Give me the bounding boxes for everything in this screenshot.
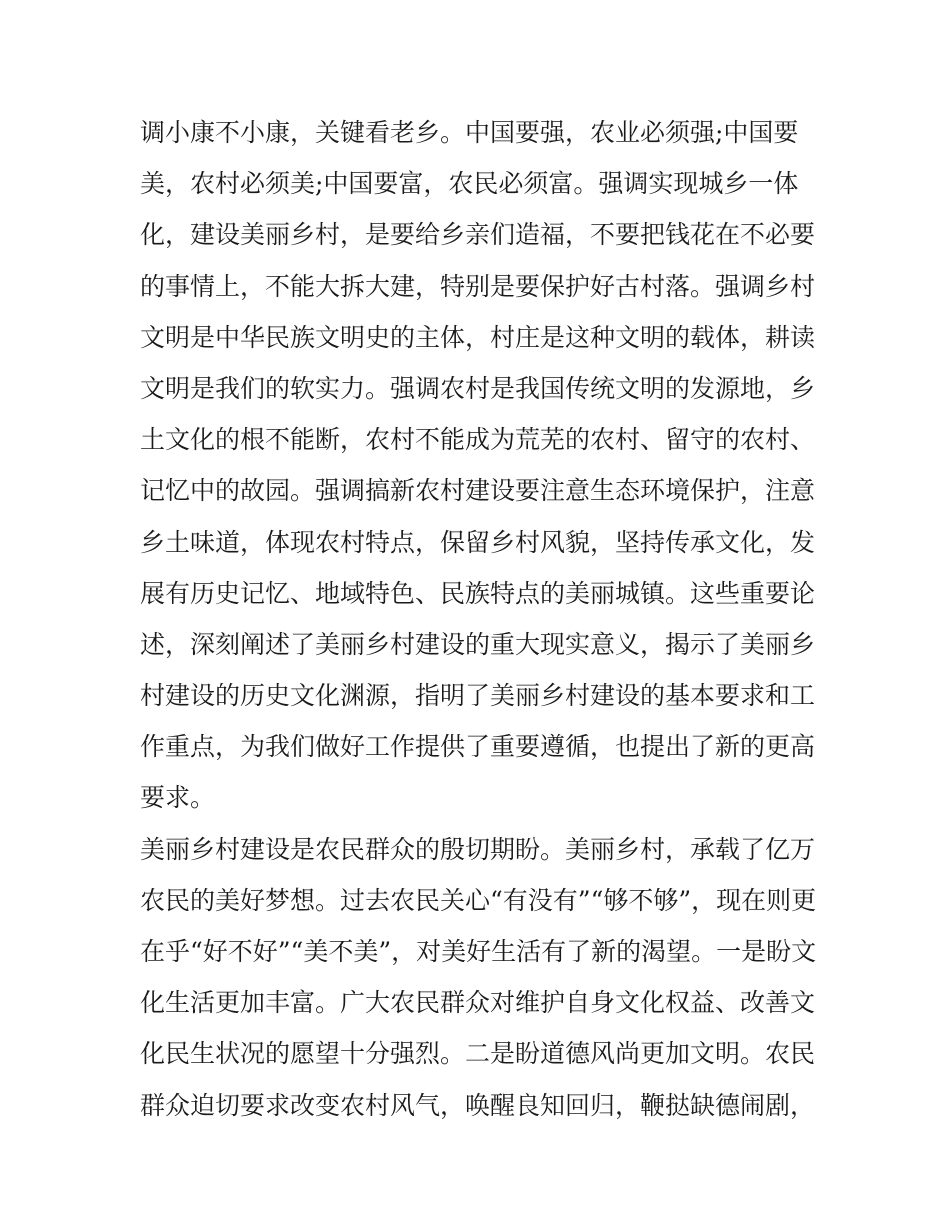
text-line: 乡土味道，体现农村特点，保留乡村风貌，坚持传承文化，发 [140, 527, 816, 557]
text-line: 群众迫切要求改变农村风气，唤醒良知回归，鞭挞缺德闹剧， [140, 1090, 816, 1120]
text-line: 化，建设美丽乡村，是要给乡亲们造福，不要把钱花在不必要 [140, 220, 816, 250]
text-line: 要求。 [140, 783, 216, 813]
text-line: 美丽乡村建设是农民群众的殷切期盼。美丽乡村，承载了亿万 [140, 834, 816, 864]
text-line: 文明是我们的软实力。强调农村是我国传统文明的发源地，乡 [140, 373, 816, 403]
text-line: 村建设的历史文化渊源，指明了美丽乡村建设的基本要求和工 [140, 681, 816, 711]
text-line: 化生活更加丰富。广大农民群众对维护自身文化权益、改善文 [140, 988, 816, 1018]
text-line: 述，深刻阐述了美丽乡村建设的重大现实意义，揭示了美丽乡 [140, 629, 816, 659]
text-line: 调小康不小康，关键看老乡。中国要强，农业必须强;中国要 [140, 118, 799, 147]
text-line: 农民的美好梦想。过去农民关心“有没有”“够不够”，现在则更 [140, 885, 817, 915]
body-text [140, 107, 820, 1131]
text-line: 美，农村必须美;中国要富，农民必须富。强调实现城乡一体 [140, 169, 799, 199]
text-line: 的事情上，不能大拆大建，特别是要保护好古村落。强调乡村 [140, 271, 816, 301]
text-line: 文明是中华民族文明史的主体，村庄是这种文明的载体，耕读 [140, 322, 816, 352]
text-line: 记忆中的故园。强调搞新农村建设要注意生态环境保护，注意 [140, 476, 816, 506]
text-line: 化民生状况的愿望十分强烈。二是盼道德风尚更加文明。农民 [140, 1039, 816, 1069]
text-line: 土文化的根不能断，农村不能成为荒芜的农村、留守的农村、 [140, 425, 816, 455]
text-line: 作重点，为我们做好工作提供了重要遵循，也提出了新的更高 [140, 732, 816, 762]
text-line: 在乎“好不好”“美不美”，对美好生活有了新的渴望。一是盼文 [140, 937, 817, 966]
text-line: 展有历史记忆、地域特色、民族特点的美丽城镇。这些重要论 [140, 578, 816, 608]
